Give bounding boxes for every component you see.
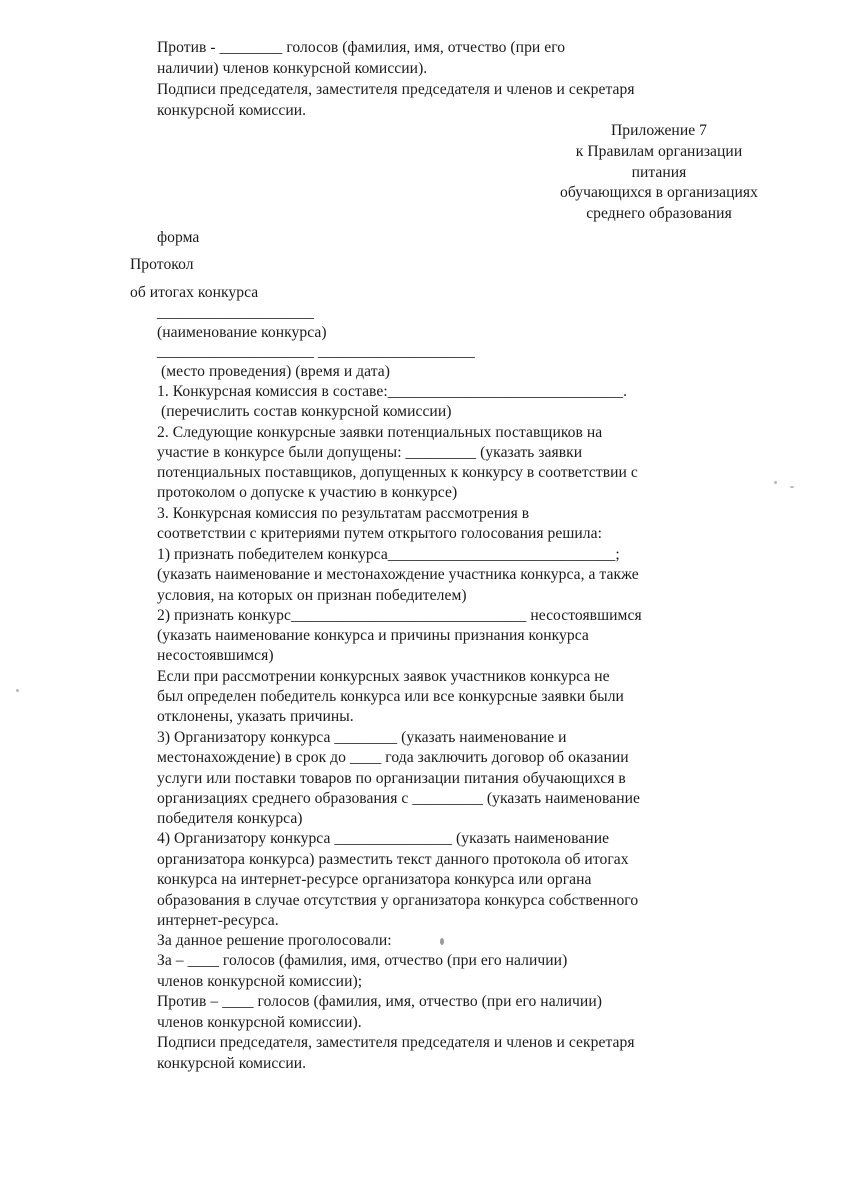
body-line: 2) признать конкурс______________________________ несостоявшимся (157, 607, 642, 624)
blank-caption: (место проведения) (время и дата) (161, 363, 391, 380)
body-line: условия, на которых он признан победителем) (157, 587, 467, 604)
appendix-line: питания (631, 164, 687, 181)
scan-speck (790, 486, 794, 488)
blank-line: ____________________ ____________________ (157, 343, 475, 360)
body-line: (перечислить состав конкурсной комиссии) (161, 403, 452, 420)
appendix-line: к Правилам организации (575, 143, 743, 160)
scan-speck (16, 689, 19, 692)
form-label: форма (157, 229, 200, 246)
scan-speck (440, 938, 444, 945)
body-line: потенциальных поставщиков, допущенных к конкурсу в соответствии с (157, 464, 638, 481)
body-line: 1) признать победителем конкурса_____________________________; (157, 546, 620, 563)
body-line: организатора конкурса) разместить текст данного протокола об итогах (157, 851, 629, 868)
body-line: победителя конкурса) (157, 810, 303, 827)
body-line: был определен победитель конкурса или все конкурсные заявки были (157, 688, 624, 705)
blank-line: ____________________ (157, 304, 314, 321)
body-line: организациях среднего образования с _________ (указать наименование (157, 790, 640, 807)
body-line: интернет-ресурса. (157, 912, 279, 929)
body-line: За данное решение проголосовали: (157, 932, 392, 949)
body-line: услуги или поставки товаров по организации питания обучающихся в (157, 770, 626, 787)
body-line: 3) Организатору конкурса ________ (указать наименование и (157, 729, 567, 746)
appendix-line: обучающихся в организациях (560, 184, 758, 201)
body-line: отклонены, указать причины. (157, 708, 354, 725)
body-line: членов конкурсной комиссии). (157, 1014, 362, 1031)
body-line: Против – ____ голосов (фамилия, имя, отчество (при его наличии) (157, 993, 602, 1010)
body-line: За – ____ голосов (фамилия, имя, отчество (при его наличии) (157, 952, 568, 969)
body-line: соответствии с критериями путем открытого голосования решила: (157, 525, 602, 542)
body-line: членов конкурсной комиссии); (157, 973, 363, 990)
body-line: несостоявшимся) (157, 647, 274, 664)
body-line: 1. Конкурсная комиссия в составе:______________________________. (157, 383, 628, 400)
appendix-line: Приложение 7 (611, 122, 707, 139)
body-line: образования в случае отсутствия у организатора конкурса собственного (157, 892, 639, 909)
body-line: 4) Организатору конкурса _______________ (указать наименование (157, 830, 610, 847)
top-line: Подписи председателя, заместителя председателя и членов и секретаря (157, 81, 635, 98)
protocol-subtitle: об итогах конкурса (130, 284, 259, 301)
body-line: 3. Конкурсная комиссия по результатам рассмотрения в (157, 505, 530, 522)
body-line: Подписи председателя, заместителя председателя и членов и секретаря (157, 1034, 635, 1051)
body-line: 2. Следующие конкурсные заявки потенциальных поставщиков на (157, 424, 603, 441)
protocol-title: Протокол (130, 256, 194, 273)
body-line: конкурса на интернет-ресурсе организатора конкурса или органа (157, 871, 592, 888)
body-line: участие в конкурсе были допущены: _________ (указать заявки (157, 444, 583, 461)
top-line: Против - ________ голосов (фамилия, имя, отчество (при его (157, 39, 566, 56)
body-line: протоколом о допуске к участию в конкурсе) (157, 484, 458, 501)
body-line: (указать наименование конкурса и причины признания конкурса (157, 627, 589, 644)
body-line: местонахождение) в срок до ____ года заключить договор об оказании (157, 749, 629, 766)
appendix-line: среднего образования (586, 205, 732, 222)
blank-caption: (наименование конкурса) (157, 324, 327, 341)
body-line: конкурсной комиссии. (157, 1055, 307, 1072)
top-line: конкурсной комиссии. (157, 102, 307, 119)
body-line: (указать наименование и местонахождение участника конкурса, а также (157, 566, 639, 583)
body-line: Если при рассмотрении конкурсных заявок участников конкурса не (157, 668, 610, 685)
top-line: наличии) членов конкурсной комиссии). (157, 60, 428, 77)
scan-speck (774, 481, 777, 484)
